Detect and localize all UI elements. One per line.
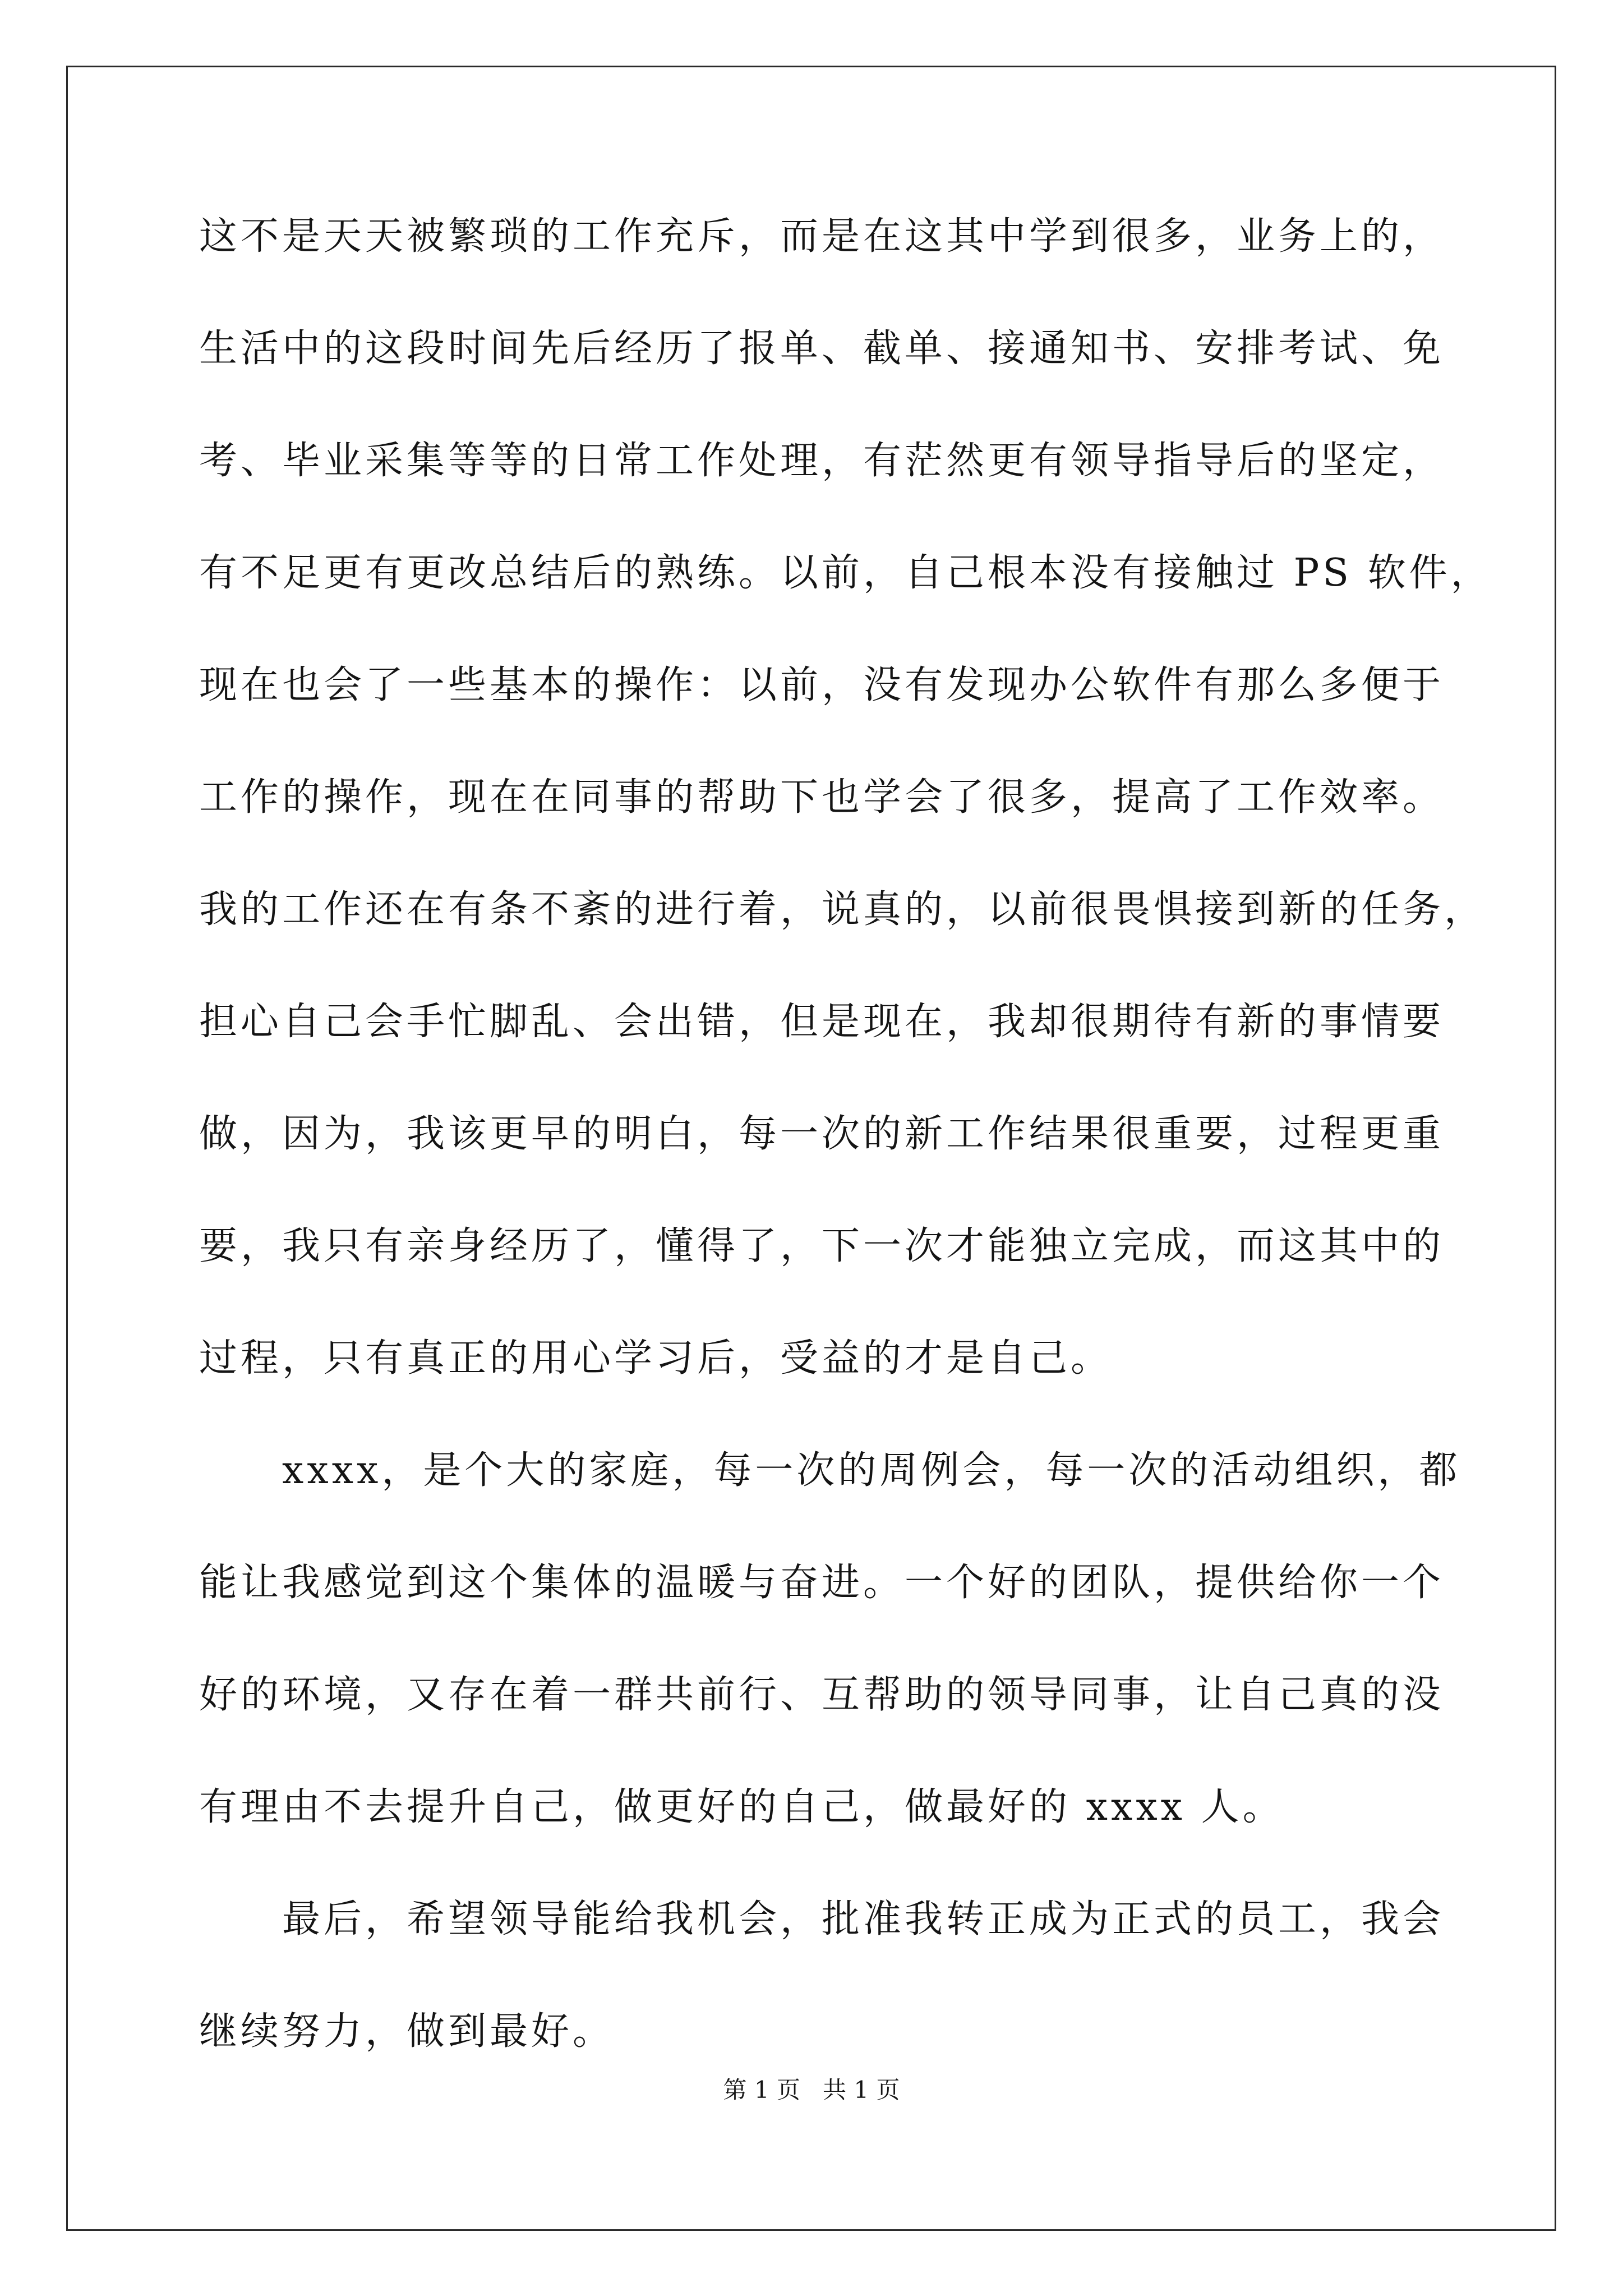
paragraph-first-line: xxxx，是个大的家庭，每一次的周例会，每一次的活动组织，都 [282,1448,1461,1493]
text-line: 要，我只有亲身经历了，懂得了，下一次才能独立完成，而这其中的 [199,1224,1445,1268]
text-line: 工作的操作，现在在同事的帮助下也学会了很多，提高了工作效率。 [199,775,1445,820]
text-line: 继续努力，做到最好。 [199,2009,615,2054]
text-line: 这不是天天被繁琐的工作充斥，而是在这其中学到很多，业务上的， [199,214,1445,259]
text-line: 考、毕业采集等等的日常工作处理，有茫然更有领导指导后的坚定， [199,439,1445,483]
paragraph-first-line: 最后，希望领导能给我机会，批准我转正成为正式的员工，我会 [282,1897,1445,1941]
text-line: 好的环境，又存在着一群共前行、互帮助的领导同事，让自己真的没 [199,1673,1445,1717]
text-line: 过程，只有真正的用心学习后，受益的才是自己。 [199,1336,1113,1381]
text-line: 我的工作还在有条不紊的进行着，说真的，以前很畏惧接到新的任务， [199,887,1486,932]
text-line: 有不足更有更改总结后的熟练。以前，自己根本没有接触过 PS 软件， [199,551,1492,595]
text-line: 有理由不去提升自己，做更好的自己，做最好的 xxxx 人。 [199,1785,1284,1829]
text-line: 做，因为，我该更早的明白，每一次的新工作结果很重要，过程更重 [199,1112,1445,1156]
page-footer: 第 1 页 共 1 页 [723,2076,900,2104]
text-line: 担心自己会手忙脚乱、会出错，但是现在，我却很期待有新的事情要 [199,1000,1445,1044]
text-line: 生活中的这段时间先后经历了报单、截单、接通知书、安排考试、免 [199,326,1445,371]
text-line: 现在也会了一些基本的操作：以前，没有发现办公软件有那么多便于 [199,663,1445,707]
text-line: 能让我感觉到这个集体的温暖与奋进。一个好的团队，提供给你一个 [199,1561,1445,1605]
